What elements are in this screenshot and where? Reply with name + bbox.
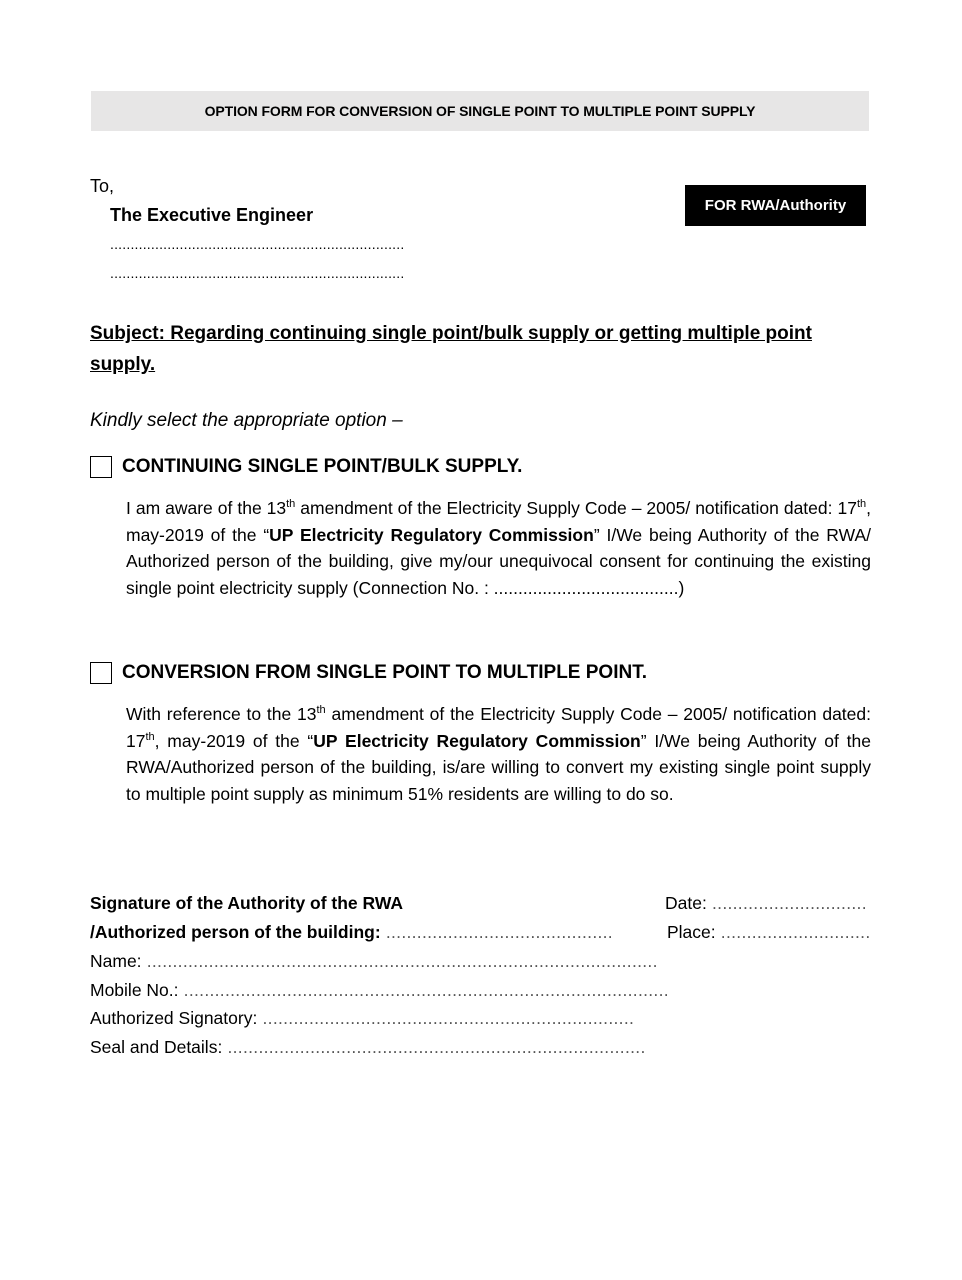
option1-text-c: , may-2019 of the “	[126, 498, 871, 545]
address-line-1[interactable]: ........................................................................	[110, 236, 405, 252]
option2-text-c: , may-2019 of the “	[154, 730, 314, 751]
option1-checkbox[interactable]	[90, 456, 112, 478]
authorized-signatory-row	[90, 1008, 634, 1029]
mobile-label: Mobile No.:	[90, 980, 179, 1000]
address-recipient: The Executive Engineer	[110, 205, 314, 225]
address-line-2[interactable]: ........................................................................	[110, 265, 405, 281]
option1-sup-a: th	[286, 498, 296, 511]
seal-label: Seal and Details:	[90, 1037, 223, 1057]
option2-commission: UP Electricity Regulatory Commission	[313, 730, 641, 751]
signature-heading: Signature of the Authority of the RWA	[90, 893, 404, 913]
option2-paragraph	[126, 701, 871, 807]
badge-label: FOR RWA/Authority	[704, 197, 847, 214]
place-field[interactable]: .............................	[715, 922, 871, 942]
option-convert-multiple-point	[90, 662, 647, 684]
mobile-field[interactable]: ..............................................................................................	[178, 980, 669, 1000]
authorized-person-field[interactable]: ............................................	[380, 922, 613, 942]
seal-field[interactable]: .................................................................................	[222, 1037, 646, 1057]
name-field[interactable]: ...................................................................................................	[141, 951, 658, 971]
name-row	[90, 951, 658, 972]
seal-row	[90, 1037, 646, 1058]
mobile-row	[90, 980, 669, 1001]
subject-line: Subject: Regarding continuing single point/bulk supply or getting multiple point supply.	[90, 323, 812, 375]
option1-text-d: ” I/We being Authority of the RWA/ Authorized person of the building, give my/our unequivocal consent for continuing the existing single point electricity supply (Connection No. : ......................................)	[126, 524, 872, 598]
instruction-text: Kindly select the appropriate option –	[90, 410, 403, 431]
form-title: OPTION FORM FOR CONVERSION OF SINGLE POINT TO MULTIPLE POINT SUPPLY	[204, 103, 756, 119]
signature-line-1	[90, 893, 403, 914]
form-title-bar	[91, 91, 869, 131]
option2-sup-b: th	[145, 730, 155, 743]
signature-line-2	[90, 922, 613, 943]
option-continue-single-point	[90, 456, 522, 478]
option2-text-d: ” I/We being Authority of the RWA/Authorized person of the building, is/are willing to convert my existing single point supply to multiple point supply as minimum 51% residents are willing to do so.	[126, 730, 871, 804]
place-row	[667, 922, 871, 943]
authorized-signatory-field[interactable]: ........................................................................	[257, 1008, 635, 1028]
option2-text-b: amendment of the Electricity Supply Code – 2005/ notification dated: 17	[126, 704, 871, 751]
option1-text-a: I am aware of the 13	[126, 498, 287, 518]
authorized-signatory-label: Authorized Signatory:	[90, 1008, 258, 1028]
place-label: Place:	[667, 922, 716, 942]
rwa-authority-badge	[685, 185, 866, 226]
date-label: Date:	[665, 893, 707, 913]
authorized-person-label: /Authorized person of the building:	[90, 922, 381, 942]
date-row	[665, 893, 867, 914]
date-field[interactable]: ..............................	[706, 893, 867, 913]
option1-text-b: amendment of the Electricity Supply Code – 2005/ notification dated: 17	[295, 498, 857, 518]
option1-sup-b: th	[856, 498, 867, 511]
address-to: To,	[90, 176, 115, 196]
option2-title: CONVERSION FROM SINGLE POINT TO MULTIPLE POINT.	[122, 662, 647, 683]
option2-checkbox[interactable]	[90, 662, 112, 684]
option1-paragraph	[126, 495, 871, 601]
option1-commission: UP Electricity Regulatory Commission	[269, 524, 594, 545]
option2-text-a: With reference to the 13	[126, 704, 317, 724]
option2-sup-a: th	[316, 704, 326, 717]
option1-title: CONTINUING SINGLE POINT/BULK SUPPLY.	[122, 456, 523, 477]
name-label: Name:	[90, 951, 142, 971]
